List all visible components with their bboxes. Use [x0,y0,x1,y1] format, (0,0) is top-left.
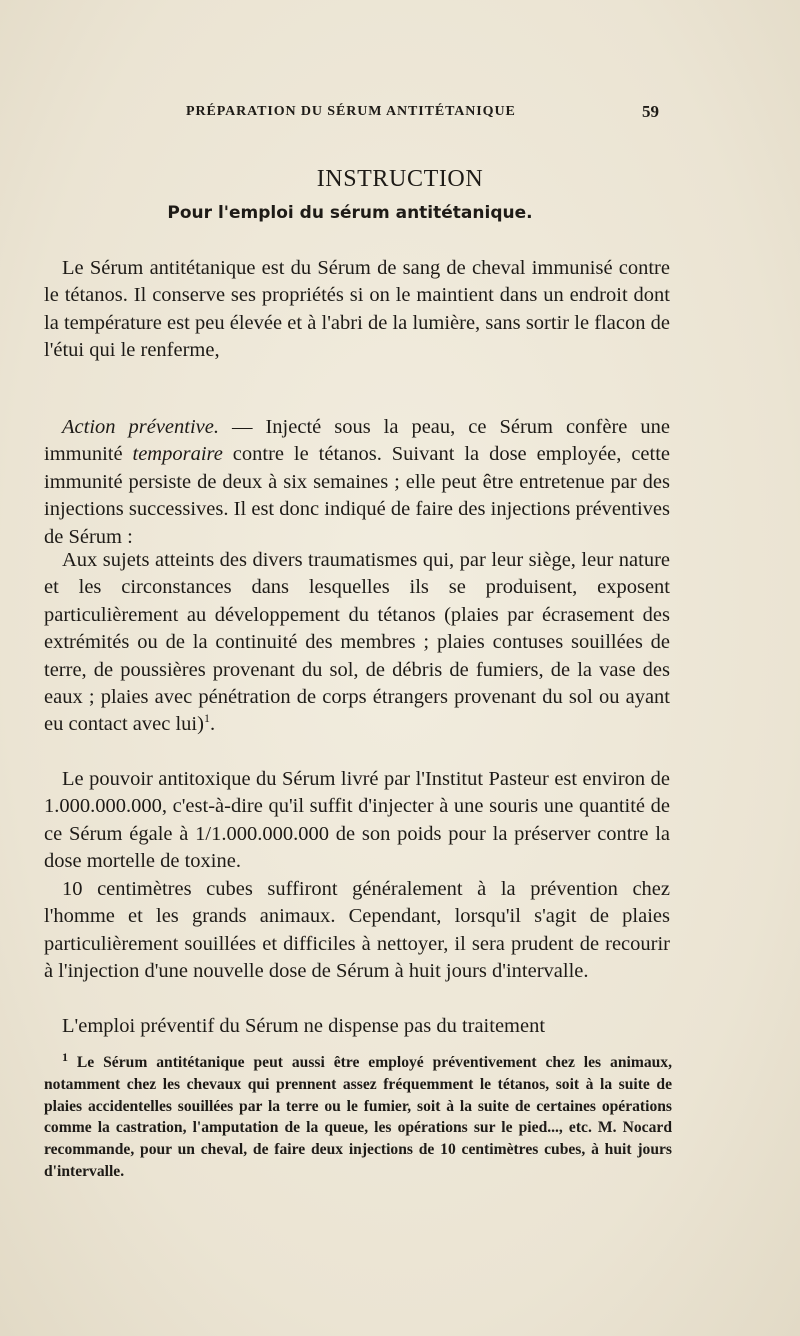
footnote-marker: 1 [62,1049,68,1064]
paragraph-text: Le pouvoir antitoxique du Sérum livré par l'Institut Pasteur est environ de 1.000.000.000, c'est-à-dire qu'il suffit d'injecter à une souris une quantité de ce Sérum égale à 1/1.000.000.000 de son poids pour la préserver contre la dose mortelle de toxine. [44,768,670,873]
emphasis: temporaire [132,443,223,466]
paragraph-text [44,414,670,551]
footnote [44,1049,672,1183]
section-subtitle: Pour l'emploi du sérum antitétanique. [167,203,533,223]
paragraph-continuation [44,1013,670,1040]
running-title: PRÉPARATION DU SÉRUM ANTITÉTANIQUE [186,104,516,119]
paragraph-text [44,547,670,739]
text-run: . [209,713,216,736]
paragraph-trauma-cases [44,547,670,739]
running-header [0,104,800,128]
footnote-reference: 1 [203,711,210,726]
paragraph-antitoxic-power [44,766,670,876]
footnote-text [44,1049,672,1183]
text-run: contre le tétanos. Suivant la dose employée, cette immunité persiste de deux à six semaines ; elle peut être entretenue par des injections successives. Il est donc indiqué de faire des injections préventives de Sérum : [44,443,671,548]
text-run: — Injecté sous la peau, ce Sérum confère une immunité [44,416,670,466]
paragraph-text: 10 centimètres cubes suffiront généralement à la prévention chez l'homme et les grands animaux. Cependant, lorsqu'il s'agit de plaies particulièrement souillées et difficiles à nettoyer, il sera prudent de recourir à l'injection d'une nouvelle dose de Sérum à huit jours d'intervalle. [44,878,670,983]
paragraph-dosage [44,876,670,986]
paragraph-intro [44,255,670,365]
text-run: Aux sujets atteints des divers traumatismes qui, par leur siège, leur nature et les circonstances dans lesquelles ils se produisent, exposent particulièrement au développement du tétanos (plaies par écrasement des extrémités ou de la continuité des membres ; plaies contuses souillées de terre, de poussières provenant du sol, de débris de fumiers, de la vase des eaux ; plaies avec pénétration de corps étrangers provenant du sol ou ayant eu contact avec lui) [44,549,670,736]
page-number: 59 [642,102,659,121]
paragraph-text: Le Sérum antitétanique est du Sérum de sang de cheval immunisé contre le tétanos. Il conserve ses propriétés si on le maintient dans un endroit dont la température est peu élevée et à l'abri de la lumière, sans sortir le flacon de l'étui qui le renferme, [44,257,670,362]
paragraph-text: L'emploi préventif du Sérum ne dispense pas du traitement [62,1015,546,1037]
text-run: Le Sérum antitétanique peut aussi être employé préventivement chez les animaux, notamment chez les chevaux qui prennent assez fréquemment le tétanos, soit à la suite de plaies accidentelles souillées par la terre ou le fumier, soit à la suite de certaines opérations comme la castration, l'amputation de la queue, les opérations sur le pied..., etc. M. Nocard recommande, pour un cheval, de faire deux injections de 10 centimètres cubes, à huit jours d'intervalle. [44,1054,672,1180]
section-title: INSTRUCTION [316,166,484,192]
paragraph-preventive-action [44,414,670,551]
section-label: Action préventive. [62,416,219,438]
